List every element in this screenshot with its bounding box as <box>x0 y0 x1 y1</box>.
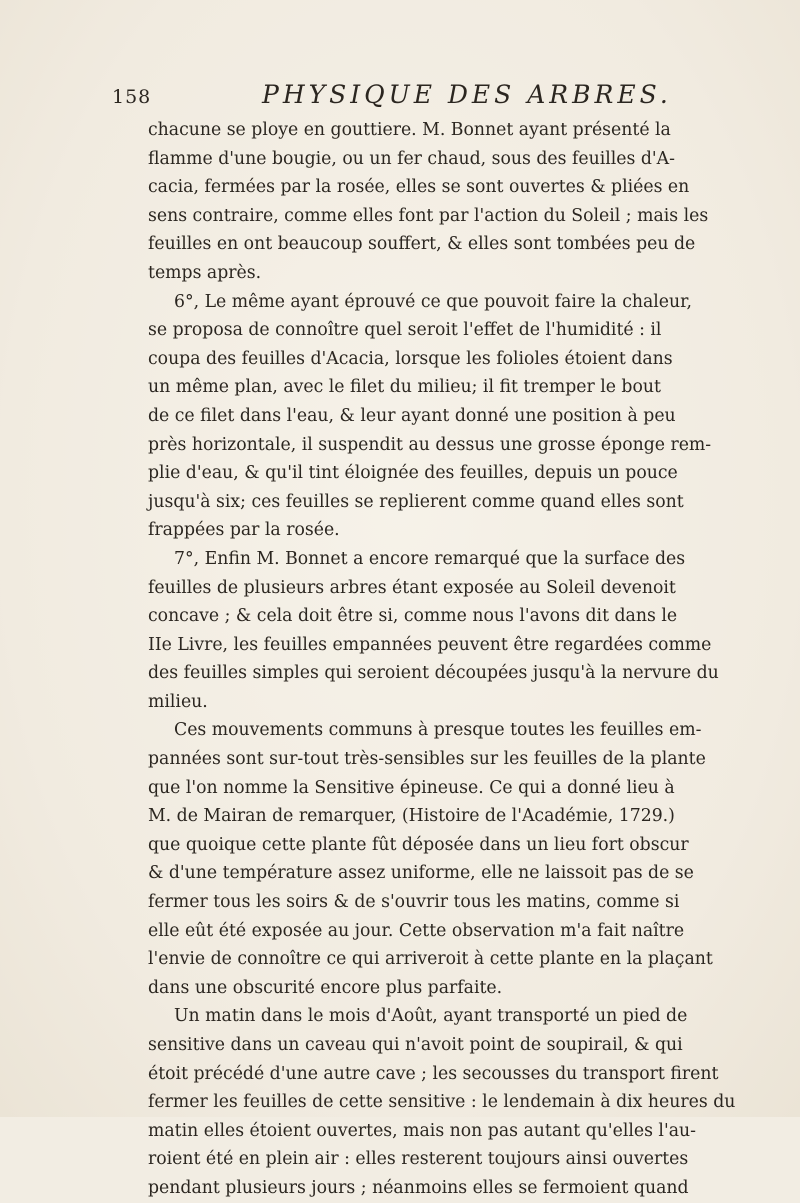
text-line: 6°, Le même ayant éprouvé ce que pouvoit faire la chaleur, <box>174 291 692 312</box>
text-line: flamme d'une bougie, ou un fer chaud, sous des feuilles d'A- <box>148 148 675 169</box>
text-line: feuilles de plusieurs arbres étant exposée au Soleil devenoit <box>148 577 676 598</box>
text-line: un même plan, avec le filet du milieu; il fit tremper le bout <box>148 377 661 398</box>
text-line: milieu. <box>148 691 208 712</box>
text-line: pendant plusieurs jours ; néanmoins elles se fermoient quand <box>148 1177 689 1198</box>
text-line: se proposa de connoître quel seroit l'effet de l'humidité : il <box>148 320 662 341</box>
text-line: que quoique cette plante fût déposée dans un lieu fort obscur <box>148 834 689 855</box>
page-header <box>112 80 732 114</box>
text-line: chacune se ploye en gouttiere. M. Bonnet ayant présenté la <box>148 120 671 140</box>
text-line: coupa des feuilles d'Acacia, lorsque les folioles étoient dans <box>148 348 673 369</box>
text-line: sensitive dans un caveau qui n'avoit point de soupirail, & qui <box>148 1035 683 1055</box>
text-line: sens contraire, comme elles font par l'action du Soleil ; mais les <box>148 205 709 226</box>
running-title: PHYSIQUE DES ARBRES. <box>262 80 672 109</box>
page-number: 158 <box>112 86 152 108</box>
text-line: Un matin dans le mois d'Août, ayant transporté un pied de <box>174 1006 688 1027</box>
text-line: des feuilles simples qui seroient découpées jusqu'à la nervure du <box>148 663 719 684</box>
body-text <box>148 116 798 1203</box>
text-line: 7°, Enfin M. Bonnet a encore remarqué que la surface des <box>174 548 686 569</box>
text-line: Ces mouvements communs à presque toutes les feuilles em- <box>174 720 702 741</box>
text-line: près horizontale, il suspendit au dessus une grosse éponge rem- <box>148 434 712 455</box>
text-line: cacia, fermées par la rosée, elles se sont ouvertes & pliées en <box>148 177 690 198</box>
text-line: dans une obscurité encore plus parfaite. <box>148 977 503 998</box>
text-line: pannées sont sur-tout très-sensibles sur les feuilles de la plante <box>148 749 706 770</box>
text-line: & d'une température assez uniforme, elle ne laissoit pas de se <box>148 863 694 884</box>
text-line: IIe Livre, les feuilles empannées peuvent être regardées comme <box>148 634 712 655</box>
text-line: de ce filet dans l'eau, & leur ayant donné une position à peu <box>148 405 676 426</box>
text-line: temps après. <box>148 262 262 283</box>
text-line: concave ; & cela doit être si, comme nous l'avons dit dans le <box>148 606 678 627</box>
text-line: fermer les feuilles de cette sensitive : le lendemain à dix heures du <box>148 1092 736 1113</box>
text-line: plie d'eau, & qu'il tint éloignée des feuilles, depuis un pouce <box>148 463 678 484</box>
text-line: l'envie de connoître ce qui arriveroit à cette plante en la plaçant <box>148 949 713 970</box>
text-line: roient été en plein air : elles resterent toujours ainsi ouvertes <box>148 1149 689 1170</box>
text-line: matin elles étoient ouvertes, mais non pas autant qu'elles l'au- <box>148 1120 696 1141</box>
text-line: fermer tous les soirs & de s'ouvrir tous les matins, comme si <box>148 892 680 913</box>
text-line: jusqu'à six; ces feuilles se replierent comme quand elles sont <box>148 491 684 512</box>
text-line: frappées par la rosée. <box>148 520 340 541</box>
text-line: que l'on nomme la Sensitive épineuse. Ce qui a donné lieu à <box>148 777 675 798</box>
text-line: étoit précédé d'une autre cave ; les secousses du transport firent <box>148 1063 719 1084</box>
text-line: elle eût été exposée au jour. Cette observation m'a fait naître <box>148 920 685 941</box>
text-line: feuilles en ont beaucoup souffert, & elles sont tombées peu de <box>148 234 696 255</box>
text-line: M. de Mairan de remarquer, (Histoire de l'Académie, 1729.) <box>148 806 675 827</box>
